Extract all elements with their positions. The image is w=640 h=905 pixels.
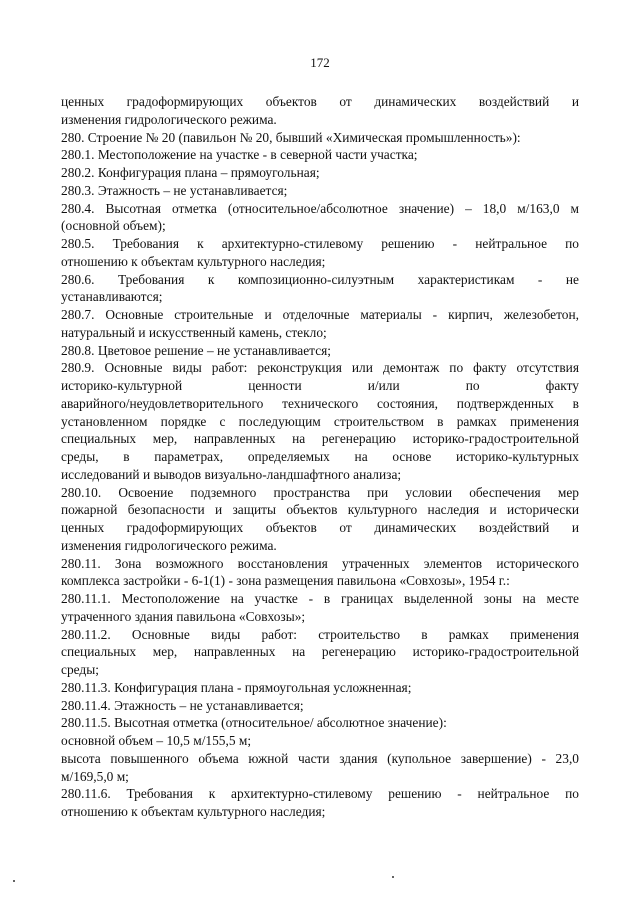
page-number: 172	[310, 55, 330, 70]
text-line: отношению к объектам культурного наследия;	[61, 804, 326, 819]
text-line: 280.11.5. Высотная отметка (относительное/ абсолютное значение):	[61, 715, 447, 731]
text-line: основной объем – 10,5 м/155,5 м;	[61, 733, 252, 748]
scan-speck	[392, 876, 394, 878]
text-line: пожарной безопасности и защиты объектов культурного наследия и исторически	[61, 502, 579, 518]
text-line: 280.2. Конфигурация плана – прямоугольная;	[61, 165, 320, 180]
text-line: 280.9. Основные виды работ: реконструкция или демонтаж по факту отсутствия	[61, 360, 579, 376]
text-line: 280.4. Высотная отметка (относительное/абсолютное значение) – 18,0 м/163,0 м	[61, 200, 579, 216]
text-line: специальных мер, направленных на регенерацию историко-градостроительной	[61, 431, 579, 447]
text-line: (основной объем);	[61, 218, 166, 234]
text-line: 280. Строение № 20 (павильон № 20, бывший «Химическая промышленность»):	[61, 129, 521, 145]
text-line: 280.10. Освоение подземного пространства при условии обеспечения мер	[61, 484, 579, 500]
text-line: утраченного здания павильона «Совхозы»;	[61, 608, 306, 624]
text-line: 280.7. Основные строительные и отделочные материалы - кирпич, железобетон,	[61, 307, 579, 322]
text-line: комплекса застройки - 6-1(1) - зона размещения павильона «Совхозы», 1954 г.:	[61, 573, 510, 589]
text-line: специальных мер, направленных на регенерацию историко-градостроительной	[61, 644, 579, 660]
text-line: м/169,5,0 м;	[61, 768, 129, 784]
text-line: 280.11. Зона возможного восстановления утраченных элементов исторического	[61, 555, 579, 571]
text-line: 280.3. Этажность – не устанавливается;	[61, 182, 288, 198]
text-line: изменения гидрологического режима.	[61, 111, 277, 127]
text-line: натуральный и искусственный камень, стекло;	[61, 324, 327, 340]
text-line: 280.8. Цветовое решение – не устанавливается;	[61, 342, 332, 358]
text-line: изменения гидрологического режима.	[61, 537, 277, 553]
text-line: 280.5. Требования к архитектурно-стилевому решению - нейтральное по	[61, 236, 579, 251]
text-line: 280.1. Местоположение на участке - в северной части участка;	[61, 147, 418, 163]
text-line: 280.11.6. Требования к архитектурно-стилевому решению - нейтральное по	[61, 786, 579, 802]
text-line: 280.11.2. Основные виды работ: строительство в рамках применения	[61, 626, 579, 642]
text-line: 280.11.3. Конфигурация плана - прямоугольная усложненная;	[61, 679, 412, 695]
text-line: историко-культурной ценности и/или по факту	[61, 378, 579, 393]
text-line: среды;	[61, 662, 99, 677]
text-line: устанавливаются;	[61, 289, 163, 305]
scan-speck	[13, 880, 15, 882]
text-line: 280.6. Требования к композиционно-силуэтным характеристикам - не	[61, 271, 579, 287]
text-line: ценных градоформирующих объектов от динамических воздействий и	[61, 520, 579, 535]
document-body	[61, 93, 579, 821]
text-line: ценных градоформирующих объектов от динамических воздействий и	[61, 94, 579, 109]
text-line: высота повышенного объема южной части здания (купольное завершение) - 23,0	[61, 750, 579, 766]
text-line: среды, в параметрах, определяемых на основе историко-культурных	[61, 449, 579, 464]
text-line: аварийного/неудовлетворительного технического состояния, подтвержденных в	[61, 395, 579, 411]
text-line: установленном порядке с последующим строительством в рамках применения	[61, 413, 579, 429]
text-line: 280.11.4. Этажность – не устанавливается;	[61, 697, 304, 713]
text-line: исследований и выводов визуально-ландшафтного анализа;	[61, 466, 402, 482]
text-line: 280.11.1. Местоположение на участке - в границах выделенной зоны на месте	[61, 591, 579, 606]
text-line: отношению к объектам культурного наследия;	[61, 253, 326, 269]
